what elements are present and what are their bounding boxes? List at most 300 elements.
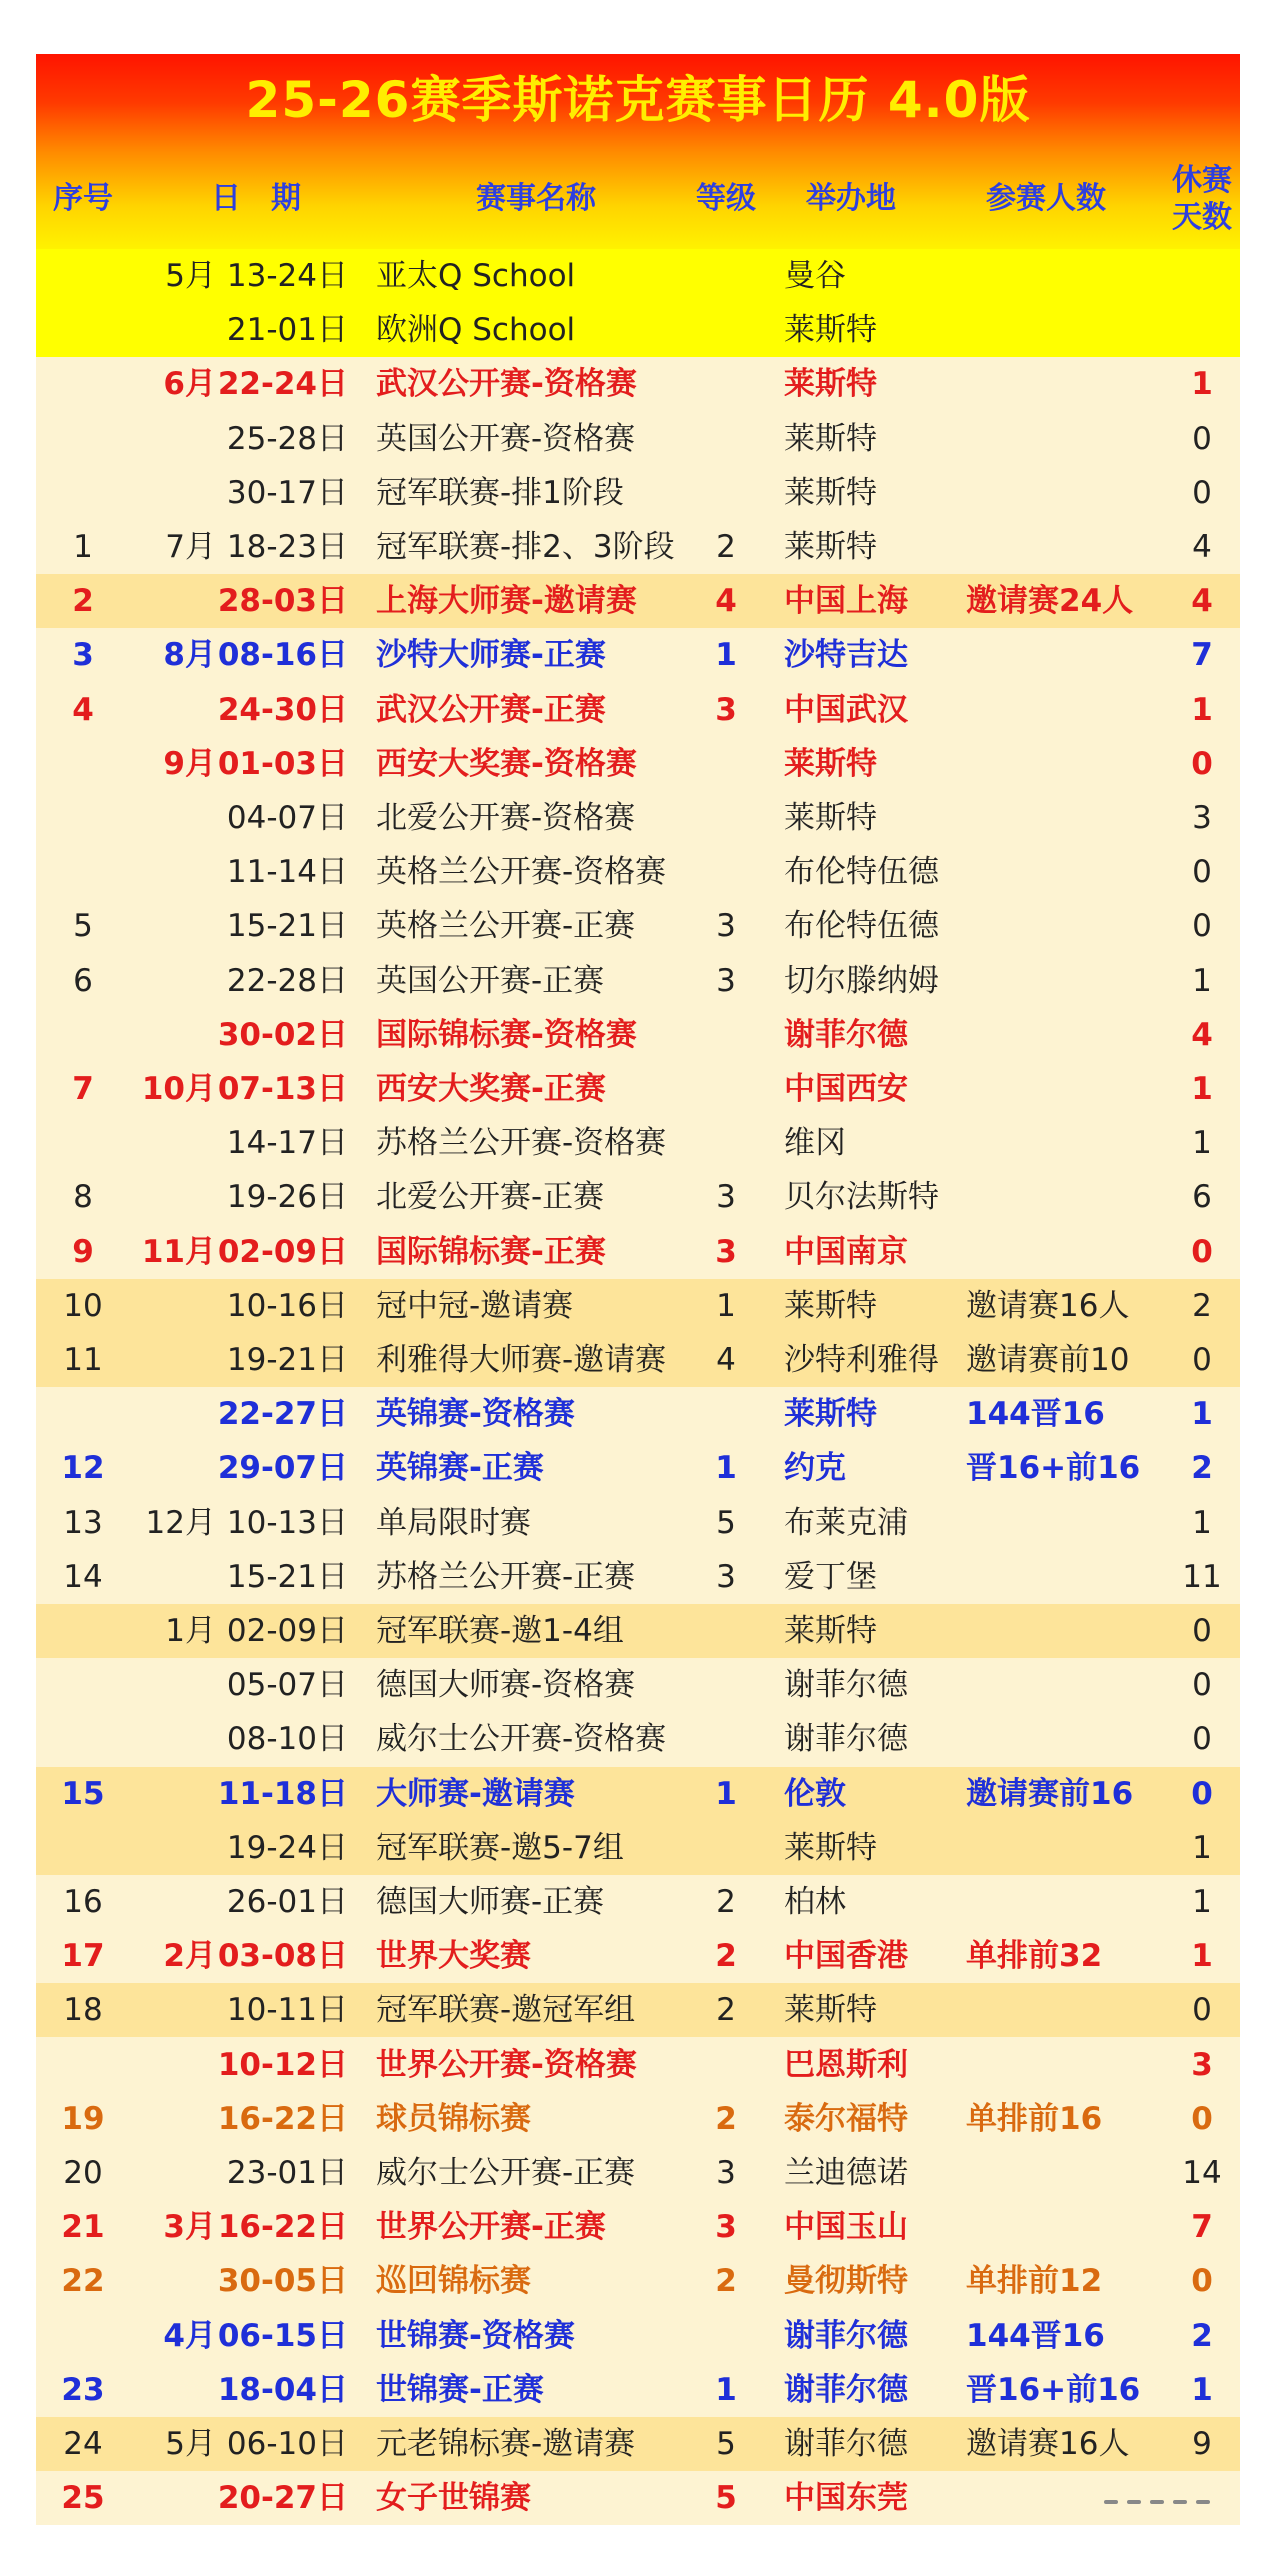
row-level	[696, 1116, 756, 1170]
row-days: 22-24日	[217, 366, 348, 403]
calendar-header	[36, 54, 1240, 249]
row-seq: 17	[61, 1938, 105, 1975]
row-level	[696, 1712, 756, 1766]
row-days: 24-30日	[217, 691, 348, 728]
row-level: 2	[716, 1884, 736, 1920]
row-event-name: 国际锦标赛-资格赛	[376, 1016, 637, 1053]
row-rest-days	[1164, 249, 1240, 303]
row-rest-days: 1	[1191, 1396, 1213, 1433]
row-days: 11-18日	[217, 1775, 348, 1812]
row-rest-days: 0	[1192, 1667, 1212, 1704]
row-month: 4月	[163, 2317, 216, 2354]
row-event-name: 元老锦标赛-邀请赛	[376, 2426, 636, 2462]
row-level	[696, 357, 756, 411]
row-days: 15-21日	[226, 908, 348, 945]
table-row	[36, 1170, 1240, 1224]
row-rest-days: 0	[1192, 474, 1212, 511]
row-seq: 25	[61, 2480, 105, 2517]
row-venue: 爱丁堡	[784, 1558, 877, 1595]
row-days: 07-13日	[217, 1071, 348, 1107]
row-venue: 莱斯特	[784, 529, 877, 565]
row-venue: 莱斯特	[784, 1829, 877, 1866]
row-rest-days: 4	[1192, 529, 1212, 565]
row-level: 5	[715, 2480, 737, 2517]
row-month	[130, 2146, 216, 2200]
row-month: 6月	[163, 366, 216, 403]
row-venue: 莱斯特	[784, 366, 877, 403]
row-players: 单排前12	[966, 2263, 1103, 2300]
row-seq	[36, 2309, 130, 2363]
row-event-name: 巡回锦标赛	[376, 2263, 531, 2300]
row-month	[130, 574, 216, 628]
row-players: 单排前16	[966, 2100, 1103, 2137]
row-venue: 柏林	[784, 1884, 846, 1920]
row-event-name: 德国大师赛-资格赛	[376, 1667, 636, 1704]
row-venue: 莱斯特	[784, 1287, 877, 1324]
row-event-name: 冠中冠-邀请赛	[376, 1287, 574, 1324]
header-level: 等级	[696, 181, 756, 217]
table-row	[36, 1658, 1240, 1712]
row-event-name: 英格兰公开赛-正赛	[376, 908, 636, 945]
row-event-name: 亚太Q School	[376, 258, 576, 294]
row-venue: 中国武汉	[784, 691, 908, 728]
row-event-name: 苏格兰公开赛-正赛	[376, 1558, 636, 1595]
table-row	[36, 2417, 1240, 2471]
table-row	[36, 1821, 1240, 1875]
row-month	[130, 1821, 216, 1875]
header-name: 赛事名称	[476, 181, 596, 217]
row-seq: 5	[73, 908, 93, 945]
row-days: 08-10日	[226, 1721, 348, 1758]
row-days: 16-22日	[217, 2100, 348, 2137]
table-row	[36, 1550, 1240, 1604]
header-rest: 休赛 天数	[1172, 162, 1232, 235]
row-rest-days: 0	[1191, 2100, 1213, 2137]
row-venue: 谢菲尔德	[784, 2426, 908, 2462]
row-venue: 莱斯特	[784, 474, 877, 511]
row-days: 08-16日	[217, 637, 348, 674]
row-month	[130, 466, 216, 520]
row-event-name: 英格兰公开赛-资格赛	[376, 854, 667, 891]
row-seq: 24	[63, 2426, 103, 2462]
row-seq: 12	[61, 1450, 105, 1487]
row-event-name: 威尔士公开赛-资格赛	[376, 1721, 667, 1758]
table-row	[36, 1712, 1240, 1766]
row-event-name: 球员锦标赛	[376, 2100, 531, 2137]
row-venue: 布伦特伍德	[784, 908, 939, 945]
row-rest-days: 0	[1192, 1992, 1212, 2029]
row-seq: 8	[73, 1179, 93, 1216]
row-days: 23-01日	[226, 2155, 348, 2191]
row-event-name: 冠军联赛-邀冠军组	[376, 1992, 636, 2029]
row-seq: 21	[61, 2209, 105, 2246]
snooker-calendar	[36, 54, 1240, 2517]
row-level	[696, 737, 756, 791]
row-venue: 谢菲尔德	[784, 1667, 908, 1704]
row-level	[696, 1658, 756, 1712]
row-month	[130, 303, 216, 357]
row-event-name: 世锦赛-正赛	[376, 2371, 544, 2408]
row-month: 12月	[145, 1504, 216, 1541]
row-month	[130, 2254, 216, 2308]
table-row	[36, 357, 1240, 411]
row-days: 10-13日	[226, 1504, 348, 1541]
row-month: 5月	[165, 2426, 216, 2462]
row-event-name: 西安大奖赛-正赛	[376, 1071, 606, 1107]
row-days: 21-01日	[226, 312, 348, 349]
row-days: 14-17日	[226, 1125, 348, 1162]
row-rest-days: 1	[1191, 1938, 1213, 1975]
row-month	[130, 1712, 216, 1766]
row-venue: 中国南京	[784, 1233, 908, 1270]
row-venue: 中国香港	[784, 1938, 908, 1975]
row-month: 8月	[163, 637, 216, 674]
row-level	[696, 1062, 756, 1116]
row-days: 19-24日	[226, 1829, 348, 1866]
row-venue: 谢菲尔德	[784, 2317, 908, 2354]
row-days: 19-21日	[226, 1342, 348, 1378]
row-seq: 6	[73, 962, 93, 999]
row-days: 13-24日	[226, 258, 348, 294]
row-month: 5月	[165, 258, 216, 294]
row-rest-days: 0	[1192, 908, 1212, 945]
table-row	[36, 2309, 1240, 2363]
row-seq	[36, 1821, 130, 1875]
row-venue: 布莱克浦	[784, 1504, 908, 1541]
table-row	[36, 249, 1240, 303]
row-level	[696, 466, 756, 520]
row-venue: 沙特吉达	[784, 637, 908, 674]
table-row	[36, 791, 1240, 845]
table-row	[36, 845, 1240, 899]
table-row	[36, 1767, 1240, 1821]
row-event-name: 女子世锦赛	[376, 2480, 531, 2517]
row-level: 1	[715, 1775, 737, 1812]
header-seq: 序号	[53, 181, 113, 217]
row-venue: 莱斯特	[784, 745, 877, 782]
row-level: 3	[715, 1233, 737, 1270]
row-rest-days: 2	[1191, 1450, 1213, 1487]
row-month	[130, 412, 216, 466]
row-rest-days: 4	[1191, 583, 1213, 620]
row-rest-days: 2	[1191, 2317, 1213, 2354]
header-venue: 举办地	[806, 181, 896, 217]
row-month: 10月	[141, 1071, 216, 1107]
row-seq	[36, 357, 130, 411]
row-rest-days: 1	[1192, 962, 1212, 999]
row-event-name: 世锦赛-资格赛	[376, 2317, 575, 2354]
row-seq: 22	[61, 2263, 105, 2300]
row-event-name: 单局限时赛	[376, 1504, 531, 1541]
row-venue: 布伦特伍德	[784, 854, 939, 891]
row-seq: 7	[72, 1071, 94, 1107]
row-days: 02-09日	[217, 1233, 348, 1270]
row-days: 30-05日	[217, 2263, 348, 2300]
row-level	[696, 249, 756, 303]
row-venue: 切尔滕纳姆	[784, 962, 939, 999]
row-days: 22-28日	[226, 962, 348, 999]
row-rest-days: 3	[1192, 800, 1212, 836]
row-month	[130, 1658, 216, 1712]
row-days: 29-07日	[217, 1450, 348, 1487]
row-level	[696, 2038, 756, 2092]
table-row	[36, 1279, 1240, 1333]
row-seq: 2	[72, 583, 94, 620]
row-venue: 莱斯特	[784, 312, 877, 349]
row-seq	[36, 791, 130, 845]
row-rest-days: 7	[1191, 2209, 1213, 2246]
row-rest-days: 14	[1182, 2155, 1222, 2191]
row-seq: 1	[73, 529, 93, 565]
row-level: 3	[716, 908, 736, 945]
row-players: 邀请赛16人	[966, 1287, 1130, 1324]
row-level: 1	[715, 1450, 737, 1487]
table-row	[36, 574, 1240, 628]
table-row	[36, 2200, 1240, 2254]
row-players: 144晋16	[966, 2317, 1105, 2354]
row-venue: 中国西安	[784, 1071, 908, 1107]
row-level: 1	[715, 2371, 737, 2408]
row-rest-days: 11	[1182, 1558, 1222, 1595]
row-seq: 16	[63, 1884, 103, 1920]
row-seq: 20	[63, 2155, 103, 2191]
row-rest-days: 0	[1192, 1342, 1212, 1378]
row-days: 19-26日	[226, 1179, 348, 1216]
table-row	[36, 1441, 1240, 1495]
row-event-name: 冠军联赛-邀1-4组	[376, 1613, 624, 1649]
row-venue: 泰尔福特	[784, 2100, 908, 2137]
table-row	[36, 1983, 1240, 2037]
row-rest-days: 0	[1192, 420, 1212, 457]
row-venue: 中国东莞	[784, 2480, 908, 2517]
row-event-name: 世界公开赛-资格赛	[376, 2046, 637, 2083]
row-level: 2	[715, 2100, 737, 2137]
row-rest-days	[1164, 303, 1240, 357]
row-month	[130, 1983, 216, 2037]
row-rest-days: 0	[1191, 745, 1213, 782]
row-days: 22-27日	[217, 1396, 348, 1433]
row-seq: 14	[63, 1558, 103, 1595]
row-event-name: 上海大师赛-邀请赛	[376, 583, 637, 620]
table-row	[36, 683, 1240, 737]
table-row	[36, 1604, 1240, 1658]
row-level	[696, 2309, 756, 2363]
row-level: 3	[716, 1179, 736, 1216]
row-rest-days: 1	[1192, 1125, 1212, 1162]
row-seq	[36, 466, 130, 520]
row-days: 30-17日	[226, 474, 348, 511]
row-seq: 15	[61, 1775, 105, 1812]
row-level: 4	[716, 1342, 736, 1378]
row-month	[130, 1170, 216, 1224]
row-seq	[36, 303, 130, 357]
table-row	[36, 1496, 1240, 1550]
row-players: 单排前32	[966, 1938, 1103, 1975]
row-players: 邀请赛前10	[966, 1342, 1130, 1378]
row-seq	[36, 1387, 130, 1441]
row-event-name: 世界公开赛-正赛	[376, 2209, 606, 2246]
table-row	[36, 1062, 1240, 1116]
row-month	[130, 2038, 216, 2092]
row-level	[696, 845, 756, 899]
row-players: 邀请赛16人	[966, 2426, 1130, 2462]
row-seq: 3	[72, 637, 94, 674]
watermark-dots-icon	[1104, 2500, 1210, 2504]
row-seq: 11	[63, 1342, 103, 1378]
table-row	[36, 2146, 1240, 2200]
row-event-name: 德国大师赛-正赛	[376, 1884, 605, 1920]
header-players: 参赛人数	[986, 181, 1106, 217]
row-seq	[36, 1712, 130, 1766]
row-seq: 4	[72, 691, 94, 728]
row-venue: 兰迪德诺	[784, 2155, 908, 2191]
row-month	[130, 2092, 216, 2146]
row-event-name: 世界大奖赛	[376, 1938, 531, 1975]
row-rest-days: 4	[1191, 1016, 1213, 1053]
table-row	[36, 899, 1240, 953]
row-days: 18-04日	[217, 2371, 348, 2408]
table-row	[36, 2363, 1240, 2417]
row-days: 28-03日	[217, 583, 348, 620]
row-venue: 曼谷	[784, 258, 846, 294]
row-rest-days: 7	[1191, 637, 1213, 674]
row-seq	[36, 1658, 130, 1712]
row-rest-days: 1	[1192, 1829, 1212, 1866]
row-level: 3	[715, 691, 737, 728]
row-rest-days: 0	[1191, 2263, 1213, 2300]
row-level	[696, 1604, 756, 1658]
row-days: 30-02日	[217, 1016, 348, 1053]
row-venue: 谢菲尔德	[784, 2371, 908, 2408]
table-row	[36, 2471, 1240, 2525]
row-level: 5	[716, 2426, 736, 2462]
row-venue: 莱斯特	[784, 1396, 877, 1433]
row-venue: 曼彻斯特	[784, 2263, 908, 2300]
row-event-name: 苏格兰公开赛-资格赛	[376, 1125, 667, 1162]
row-month	[130, 1008, 216, 1062]
row-seq	[36, 1604, 130, 1658]
row-event-name: 冠军联赛-排1阶段	[376, 474, 624, 511]
row-players: 邀请赛前16	[966, 1775, 1134, 1812]
row-days: 05-07日	[226, 1667, 348, 1704]
calendar-title: 25-26赛季斯诺克赛事日历 4.0版	[245, 71, 1031, 129]
row-event-name: 冠军联赛-排2、3阶段	[376, 529, 675, 565]
row-month	[130, 1116, 216, 1170]
table-row	[36, 1387, 1240, 1441]
row-days: 03-08日	[217, 1938, 348, 1975]
table-row	[36, 1875, 1240, 1929]
row-level: 3	[716, 962, 736, 999]
row-days: 10-16日	[226, 1287, 348, 1324]
row-month: 11月	[141, 1233, 216, 1270]
row-month	[130, 1441, 216, 1495]
row-venue: 莱斯特	[784, 420, 877, 457]
row-level	[696, 412, 756, 466]
row-seq: 18	[63, 1992, 103, 2029]
row-rest-days: 1	[1192, 1504, 1212, 1541]
row-venue: 谢菲尔德	[784, 1016, 908, 1053]
table-row	[36, 412, 1240, 466]
row-event-name: 英锦赛-正赛	[376, 1450, 544, 1487]
row-venue: 维冈	[784, 1125, 846, 1162]
row-month	[130, 683, 216, 737]
row-event-name: 国际锦标赛-正赛	[376, 1233, 606, 1270]
row-level: 2	[716, 1992, 736, 2029]
row-month	[130, 845, 216, 899]
row-players: 144晋16	[966, 1396, 1105, 1433]
table-row	[36, 1116, 1240, 1170]
row-days: 15-21日	[226, 1558, 348, 1595]
row-event-name: 英国公开赛-正赛	[376, 962, 605, 999]
row-seq	[36, 1116, 130, 1170]
row-rest-days: 6	[1192, 1179, 1212, 1216]
row-level: 1	[716, 1287, 736, 1324]
row-month	[130, 791, 216, 845]
table-row	[36, 1225, 1240, 1279]
row-seq	[36, 737, 130, 791]
row-event-name: 英锦赛-资格赛	[376, 1396, 575, 1433]
row-level: 4	[715, 583, 737, 620]
table-row	[36, 1008, 1240, 1062]
row-month	[130, 1333, 216, 1387]
row-event-name: 大师赛-邀请赛	[376, 1775, 575, 1812]
row-month	[130, 2471, 216, 2525]
row-days: 25-28日	[226, 420, 348, 457]
row-days: 26-01日	[226, 1884, 348, 1920]
row-event-name: 沙特大师赛-正赛	[376, 637, 606, 674]
row-event-name: 英国公开赛-资格赛	[376, 420, 636, 457]
row-event-name: 欧洲Q School	[376, 312, 576, 349]
row-level	[696, 791, 756, 845]
row-level	[696, 1821, 756, 1875]
row-rest-days: 0	[1191, 1233, 1213, 1270]
row-level: 2	[715, 2263, 737, 2300]
row-venue: 莱斯特	[784, 1613, 877, 1649]
row-month	[130, 1875, 216, 1929]
table-row	[36, 1333, 1240, 1387]
table-row	[36, 466, 1240, 520]
row-venue: 莱斯特	[784, 1992, 877, 2029]
row-event-name: 武汉公开赛-正赛	[376, 691, 606, 728]
row-seq	[36, 845, 130, 899]
row-month	[130, 2363, 216, 2417]
row-event-name: 武汉公开赛-资格赛	[376, 366, 637, 403]
row-event-name: 利雅得大师赛-邀请赛	[376, 1342, 667, 1378]
row-rest-days: 1	[1191, 2371, 1213, 2408]
row-event-name: 北爱公开赛-正赛	[376, 1179, 605, 1216]
row-venue: 巴恩斯利	[784, 2046, 908, 2083]
row-event-name: 西安大奖赛-资格赛	[376, 745, 637, 782]
row-days: 06-10日	[226, 2426, 348, 2462]
table-row	[36, 2038, 1240, 2092]
row-event-name: 冠军联赛-邀5-7组	[376, 1829, 624, 1866]
row-days: 10-11日	[226, 1992, 348, 2029]
row-players: 邀请赛24人	[966, 583, 1134, 620]
row-venue: 莱斯特	[784, 800, 877, 836]
row-month	[130, 1279, 216, 1333]
row-seq: 19	[61, 2100, 105, 2137]
row-event-name: 北爱公开赛-资格赛	[376, 800, 636, 836]
row-level: 2	[715, 1938, 737, 1975]
row-seq: 23	[61, 2371, 105, 2408]
row-rest-days: 1	[1192, 1884, 1212, 1920]
row-rest-days: 0	[1191, 1775, 1213, 1812]
row-rest-days: 2	[1192, 1287, 1212, 1324]
row-seq	[36, 412, 130, 466]
row-rest-days: 9	[1192, 2426, 1212, 2462]
table-row	[36, 2254, 1240, 2308]
row-level	[696, 1008, 756, 1062]
